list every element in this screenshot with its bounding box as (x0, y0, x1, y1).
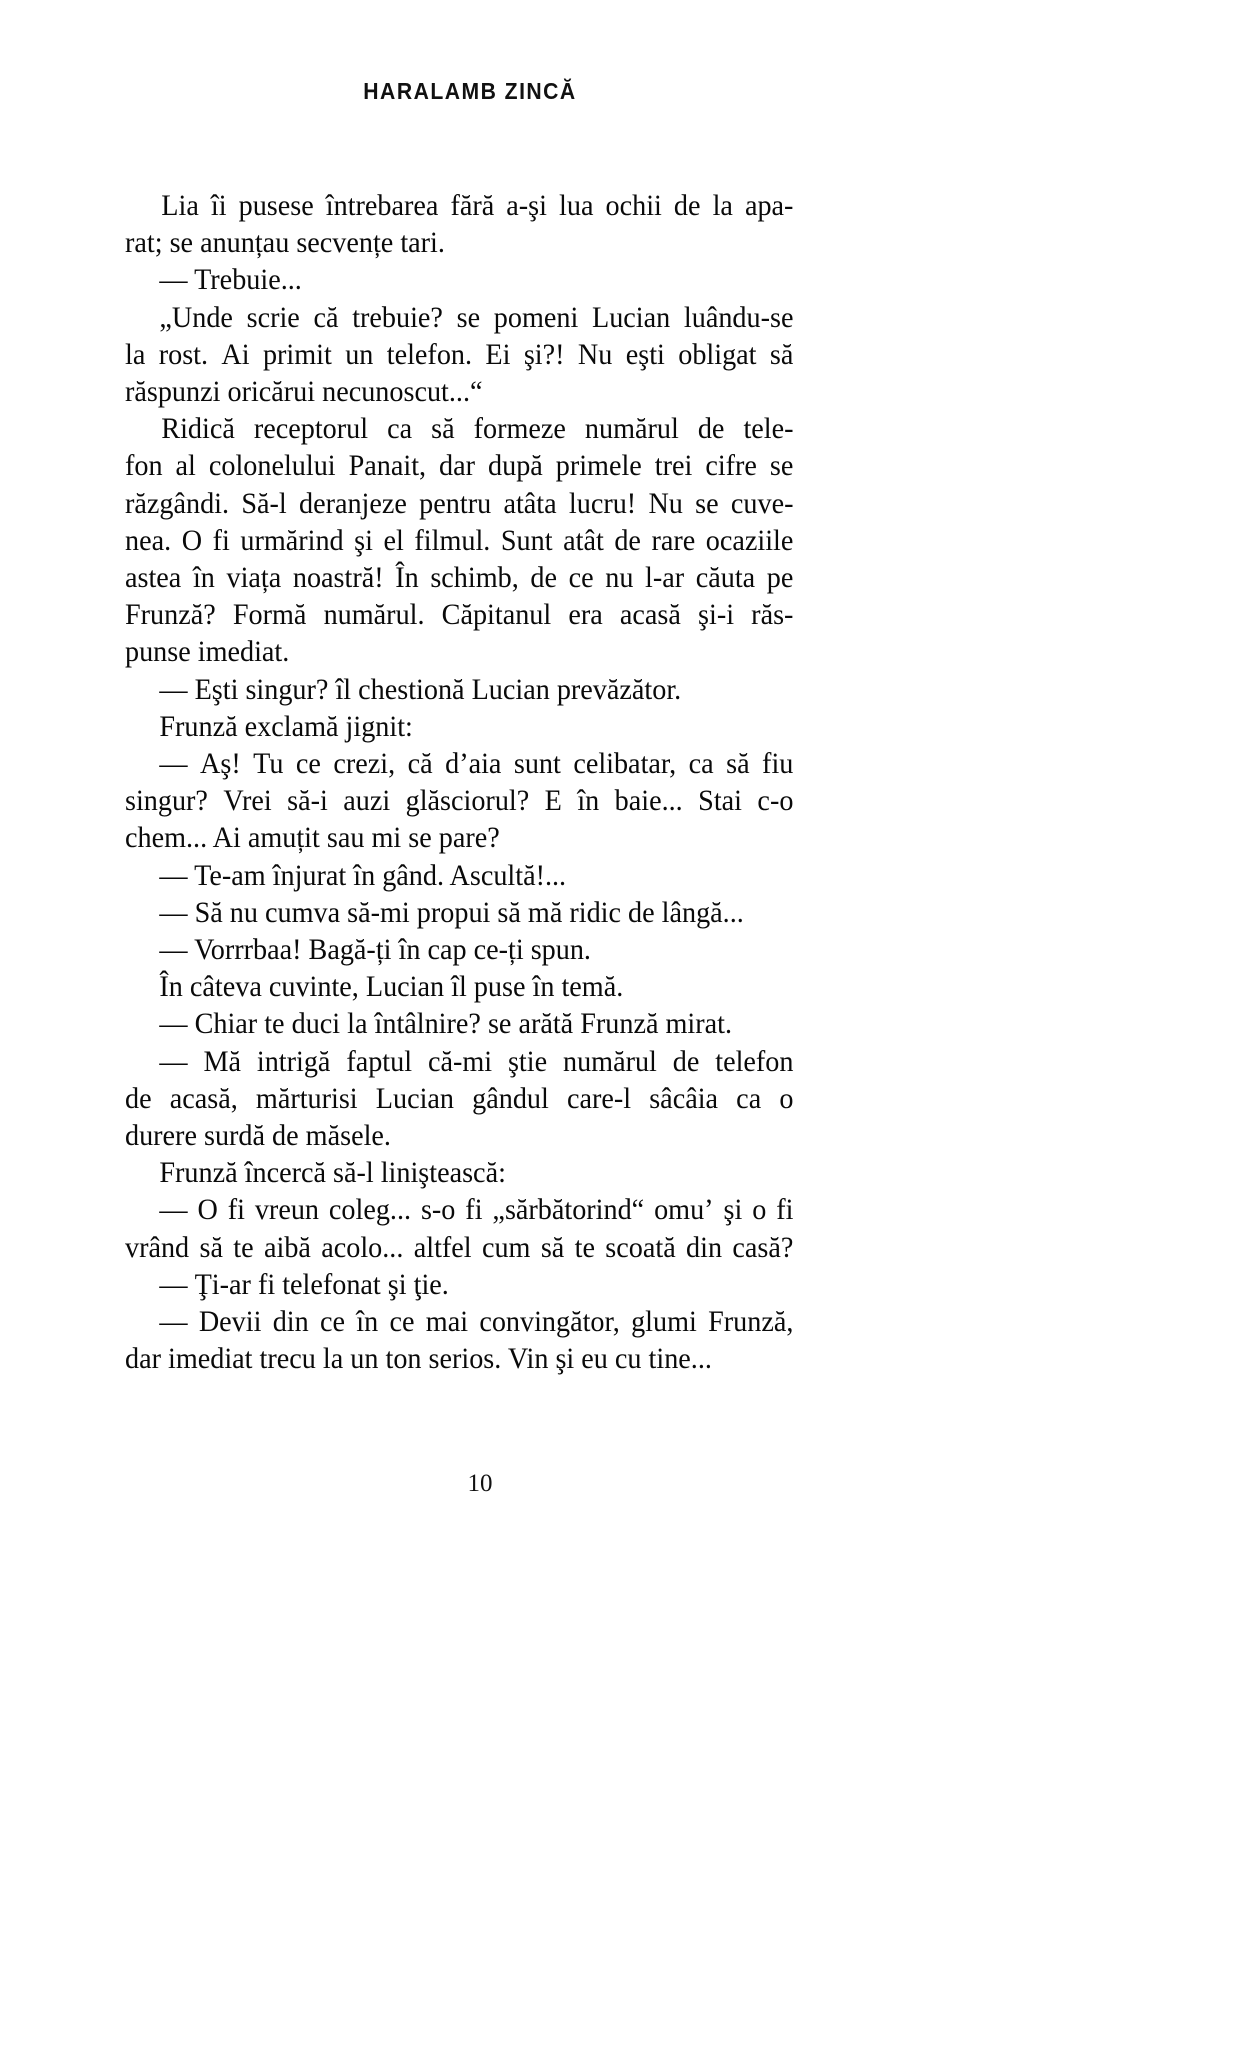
word: să (199, 1231, 223, 1264)
word: Să-l (241, 487, 287, 520)
word: scrie (246, 301, 300, 334)
text-line: — Trebuie... (159, 264, 302, 297)
word: c-o (757, 785, 794, 818)
word: te (233, 1231, 254, 1264)
word: după (488, 450, 543, 483)
word: scoată (605, 1231, 676, 1264)
word: dar (439, 450, 476, 483)
word: schimb, (430, 562, 519, 595)
word: la (125, 338, 146, 371)
word: Nu (577, 338, 613, 371)
word: Căpitanul (441, 599, 552, 632)
word: Devii (198, 1306, 262, 1339)
text-line: punse imediat. (125, 636, 290, 669)
word: acasă (619, 599, 681, 632)
word: „Unde (159, 301, 233, 334)
word: trei (654, 450, 693, 483)
text-line: chem... Ai amuțit sau mi se pare? (125, 822, 500, 855)
word: trebuie? (352, 301, 443, 334)
word: gândul (472, 1082, 549, 1115)
page-number: 10 (467, 1470, 493, 1497)
word: În (395, 562, 419, 595)
word: faptul (346, 1045, 413, 1078)
word: cum (481, 1231, 531, 1264)
word: să (726, 748, 750, 781)
word: Lucian (375, 1082, 454, 1115)
word: ştie (507, 1045, 548, 1078)
word: Sunt (500, 524, 553, 557)
word: Frunză, (708, 1306, 794, 1339)
word: Formă (232, 599, 307, 632)
text-line: — Ţi-ar fi telefonat şi ţie. (159, 1268, 449, 1301)
word: eşti (625, 338, 665, 371)
text-line: rat; se anunțau secvențe tari. (125, 227, 445, 260)
text-line: — Eşti singur? îl chestionă Lucian prevăzător. (159, 673, 682, 706)
text-line (125, 1304, 794, 1341)
word: Ai (221, 338, 250, 371)
word: Lia (161, 190, 199, 222)
word: Nu (648, 487, 683, 520)
text-line: Frunză încercă să-l liniştească: (159, 1157, 506, 1190)
word: tele- (743, 413, 794, 446)
text-line (125, 783, 794, 820)
text-line: — Să nu cumva să-mi propui să mă ridic de lângă... (159, 896, 744, 929)
word: casă? (732, 1231, 794, 1264)
word: pusese (238, 190, 314, 222)
word: glumi (631, 1306, 697, 1339)
word: celibatar, (573, 748, 677, 781)
word: primele (555, 450, 642, 483)
word: obligat (678, 338, 757, 371)
word: în (577, 785, 600, 818)
text-line (125, 1044, 794, 1081)
word: auzi (343, 785, 391, 818)
word: ce (295, 748, 321, 781)
word: fi (212, 524, 230, 557)
word: vrând (125, 1231, 190, 1264)
word: altfel (413, 1231, 472, 1264)
word: şi-i (698, 599, 735, 632)
word: lucru! (568, 487, 637, 520)
word: ce (389, 1306, 415, 1339)
word: de (125, 1082, 152, 1115)
word: vreun (254, 1194, 319, 1227)
word: omu’ (654, 1194, 714, 1227)
text-line: — Chiar te duci la întâlnire? se arătă Frunză mirat. (159, 1008, 732, 1041)
word: nea. (125, 524, 172, 557)
word: în (356, 1306, 379, 1339)
word: acasă, (169, 1082, 238, 1115)
word: cifre (705, 450, 757, 483)
body-text-block (125, 188, 794, 1379)
word: telefon. (386, 338, 473, 371)
word: rost. (158, 338, 209, 371)
word: luându-se (683, 301, 794, 334)
word: primit (262, 338, 332, 371)
word: singur? (125, 785, 208, 818)
word: ocaziile (705, 524, 794, 557)
word: de (697, 413, 725, 446)
running-header: HARALAMB ZINCĂ (363, 78, 577, 104)
text-line: durere surdă de măsele. (125, 1120, 391, 1153)
word: că-mi (427, 1045, 493, 1078)
word: să-i (287, 785, 328, 818)
word: răs- (751, 599, 794, 632)
word: lua (559, 190, 594, 222)
word: apa- (744, 190, 794, 222)
word: nu (605, 562, 634, 595)
word: să (769, 338, 794, 371)
word: că (313, 301, 339, 334)
word: un (345, 338, 374, 371)
word: te (574, 1231, 595, 1264)
word: d’aia (445, 748, 502, 781)
word: cuve- (730, 487, 794, 520)
word: glăsciorul? (405, 785, 530, 818)
word: l-ar (645, 562, 685, 595)
word: că (407, 748, 433, 781)
text-line (125, 300, 794, 337)
text-line (125, 1192, 794, 1229)
word: era (568, 599, 603, 632)
word: el (383, 524, 404, 557)
word: şi (723, 1194, 743, 1227)
word: pentru (419, 487, 492, 520)
word: se (695, 487, 719, 520)
word: care-l (566, 1082, 632, 1115)
word: mărturisi (255, 1082, 358, 1115)
word: — (159, 1306, 188, 1339)
word: Tu (253, 748, 284, 781)
word: Ei (485, 338, 511, 371)
text-line (125, 1081, 794, 1118)
text-line (125, 1230, 794, 1267)
word: întrebarea (325, 190, 439, 222)
word: O (181, 524, 203, 557)
word: pe (766, 562, 794, 595)
word: de (530, 562, 557, 595)
text-line (125, 746, 794, 783)
word: acolo... (321, 1231, 404, 1264)
word: O (197, 1194, 218, 1227)
word: pomeni (493, 301, 579, 334)
word: fiu (762, 748, 794, 781)
text-line (125, 560, 794, 597)
word: — (159, 1045, 188, 1078)
word: viața (226, 562, 282, 595)
word: colonelului (208, 450, 336, 483)
word: sâcâia (649, 1082, 719, 1115)
word: numărul (562, 1045, 657, 1078)
word: ochii (605, 190, 662, 222)
word: baie... (614, 785, 683, 818)
word: telefon (715, 1045, 794, 1078)
word: de (614, 524, 641, 557)
word: să (431, 413, 455, 446)
text-line (125, 411, 794, 448)
text-line: răspunzi oricărui necunoscut...“ (125, 376, 483, 409)
word: fără (450, 190, 495, 222)
word: fon (125, 450, 163, 483)
text-line: — Te-am înjurat în gând. Ascultă!... (159, 859, 567, 892)
word: să (540, 1231, 565, 1264)
word: şi?! (523, 338, 565, 371)
word: E (544, 785, 562, 818)
word: atât (563, 524, 604, 557)
word: fi (227, 1194, 245, 1227)
word: Vrei (223, 785, 272, 818)
word: aibă (263, 1231, 311, 1264)
word: Ridică (161, 413, 235, 446)
word: Lucian (592, 301, 671, 334)
word: răzgândi. (125, 487, 230, 520)
word: filmul. (414, 524, 491, 557)
word: „sărbătorind“ (492, 1194, 645, 1227)
text-line (125, 597, 794, 634)
text-line (125, 188, 794, 225)
word: la (712, 190, 733, 222)
word: deranjeze (298, 487, 407, 520)
word: Frunză? (125, 599, 216, 632)
word: căuta (695, 562, 756, 595)
word: şi (354, 524, 373, 557)
word: urmărind (240, 524, 344, 557)
text-line (125, 523, 794, 560)
word: — (159, 748, 188, 781)
word: noastră! (292, 562, 384, 595)
word: — (159, 1194, 188, 1227)
word: ce (319, 1306, 346, 1339)
word: mai (425, 1306, 469, 1339)
word: de (672, 1045, 700, 1078)
word: fi (776, 1194, 794, 1227)
word: astea (125, 562, 182, 595)
word: al (175, 450, 196, 483)
word: a-şi (506, 190, 547, 222)
word: de (673, 190, 701, 222)
text-line: — Vorrrbaa! Bagă-ți în cap ce-ți spun. (159, 934, 591, 967)
word: Panait, (348, 450, 427, 483)
word: ca (736, 1082, 762, 1115)
word: s-o (420, 1194, 456, 1227)
word: din (686, 1231, 723, 1264)
word: coleg... (328, 1194, 412, 1227)
text-line (125, 486, 794, 523)
text-line: dar imediat trecu la un ton serios. Vin şi eu cu tine... (125, 1343, 712, 1376)
word: rare (651, 524, 696, 557)
word: crezi, (333, 748, 396, 781)
word: atâta (503, 487, 557, 520)
word: formeze (473, 413, 566, 446)
text-line (125, 448, 794, 485)
word: numărul. (323, 599, 425, 632)
word: sunt (513, 748, 561, 781)
word: receptorul (253, 413, 369, 446)
word: se (456, 301, 481, 334)
word: din (272, 1306, 309, 1339)
word: se (769, 450, 794, 483)
word: ca (688, 748, 714, 781)
word: ca (387, 413, 413, 446)
word: convingător, (479, 1306, 620, 1339)
text-line: În câteva cuvinte, Lucian îl puse în temă. (159, 971, 624, 1004)
word: o (752, 1194, 767, 1227)
word: în (192, 562, 215, 595)
text-line (125, 337, 794, 374)
word: o (779, 1082, 794, 1115)
word: Stai (698, 785, 743, 818)
word: fi (465, 1194, 483, 1227)
word: Aş! (200, 748, 241, 781)
word: numărul (584, 413, 679, 446)
word: Mă (203, 1045, 242, 1078)
word: ce (568, 562, 594, 595)
word: intrigă (256, 1045, 331, 1078)
word: îi (210, 190, 227, 222)
text-line: Frunză exclamă jignit: (159, 710, 413, 743)
